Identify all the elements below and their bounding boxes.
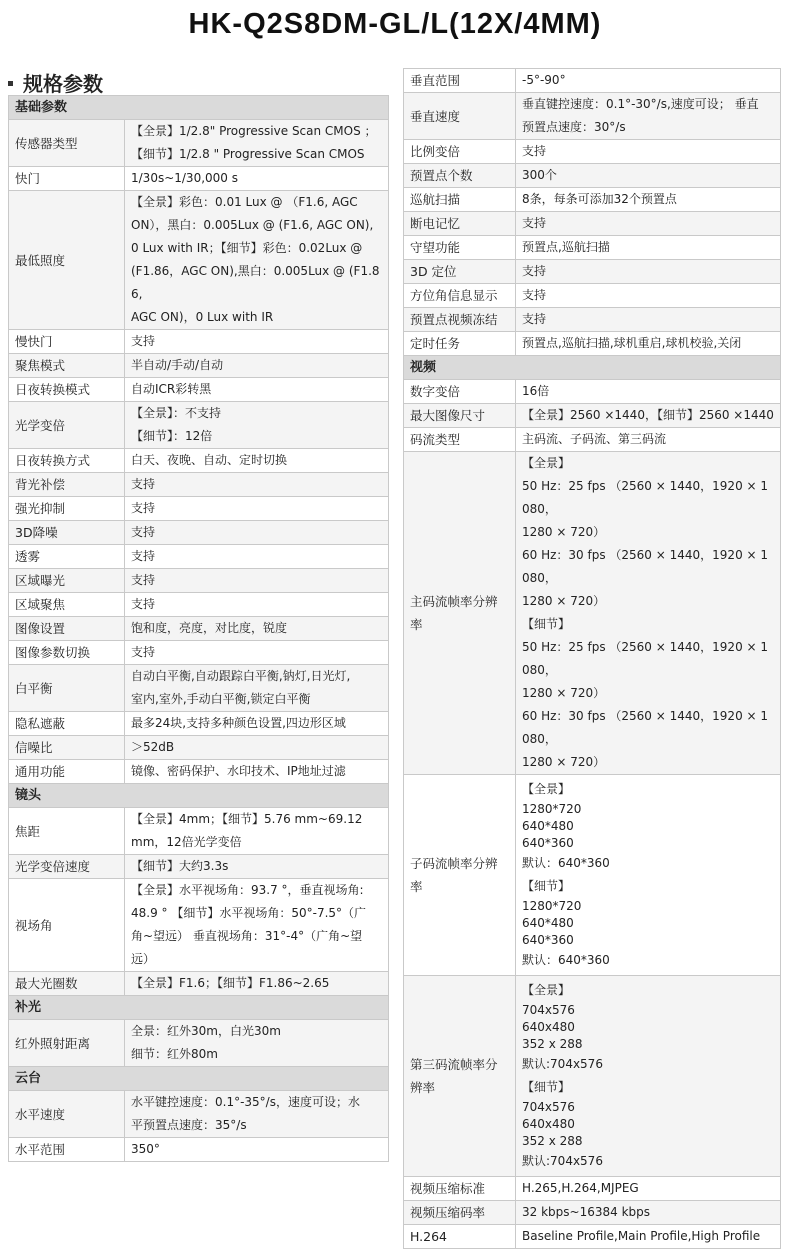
spec-value-line: 支持 <box>131 501 156 515</box>
spec-label: 定时任务 <box>404 332 516 356</box>
category-header <box>9 96 389 120</box>
spec-value-line: 支持 <box>131 645 156 659</box>
spec-value-line: 1280*720 <box>522 802 582 816</box>
spec-row <box>404 140 781 164</box>
spec-value-line: 【全景】彩色：0.01 Lux @ （F1.6, AGC <box>131 195 358 209</box>
spec-value-line: 640*360 <box>522 933 574 947</box>
spec-value <box>125 879 389 972</box>
spec-value <box>125 330 389 354</box>
spec-value <box>125 1138 389 1162</box>
spec-row <box>9 402 389 449</box>
category-header <box>9 996 389 1020</box>
spec-row <box>9 641 389 665</box>
spec-label: 预置点视频冻结 <box>404 308 516 332</box>
spec-value-line: 300个 <box>522 168 557 182</box>
spec-label: 数字变倍 <box>404 380 516 404</box>
spec-label: 日夜转换模式 <box>9 378 125 402</box>
spec-value-line: 【全景】：不支持 <box>131 406 222 420</box>
spec-label: 信噪比 <box>9 736 125 760</box>
spec-value-line: 【全景】1/2.8" Progressive Scan CMOS ； <box>131 124 377 138</box>
spec-value-line: 640x480 <box>522 1020 575 1034</box>
spec-value-line: 640*480 <box>522 819 574 833</box>
spec-row <box>9 712 389 736</box>
spec-value <box>125 497 389 521</box>
spec-value <box>125 473 389 497</box>
spec-row <box>9 569 389 593</box>
spec-row <box>9 855 389 879</box>
spec-label: 垂直速度 <box>404 93 516 140</box>
spec-label: 比例变倍 <box>404 140 516 164</box>
category-label: 视频 <box>404 356 781 380</box>
spec-row <box>9 473 389 497</box>
spec-value <box>125 1091 389 1138</box>
bullet-icon <box>8 81 13 86</box>
spec-row <box>404 1177 781 1201</box>
spec-label: 白平衡 <box>9 665 125 712</box>
section-heading-label: 规格参数 <box>23 72 103 96</box>
spec-label: 光学变倍速度 <box>9 855 125 879</box>
spec-label: 水平速度 <box>9 1091 125 1138</box>
spec-label: 最低照度 <box>9 191 125 330</box>
spec-label: 巡航扫描 <box>404 188 516 212</box>
spec-value-line: ＞52dB <box>131 740 175 754</box>
spec-value <box>125 354 389 378</box>
spec-value <box>125 521 389 545</box>
spec-value <box>125 449 389 473</box>
spec-value-line: 垂直键控速度：0.1°-30°/s,速度可设； 垂直 <box>522 97 759 111</box>
spec-label: 主码流帧率分辨率 <box>404 452 516 775</box>
spec-value <box>516 308 781 332</box>
spec-value <box>516 140 781 164</box>
spec-value-line: 预置点,巡航扫描 <box>522 240 610 254</box>
spec-value <box>516 69 781 93</box>
spec-value <box>125 569 389 593</box>
spec-row <box>404 452 781 775</box>
spec-label: 光学变倍 <box>9 402 125 449</box>
spec-value-line: 640x480 <box>522 1117 575 1131</box>
spec-value-line: 640*360 <box>522 836 574 850</box>
spec-row <box>404 212 781 236</box>
spec-value <box>125 545 389 569</box>
spec-value-line: 预置点速度：30°/s <box>522 120 626 134</box>
spec-row <box>404 1201 781 1225</box>
spec-label: H.264 <box>404 1225 516 1249</box>
spec-value <box>125 1020 389 1067</box>
spec-row <box>404 69 781 93</box>
spec-value-line: 默认:704x576 <box>522 1154 603 1168</box>
spec-value-line: 【细节】：12倍 <box>131 429 213 443</box>
spec-label: 码流类型 <box>404 428 516 452</box>
spec-value <box>516 93 781 140</box>
spec-label: 水平范围 <box>9 1138 125 1162</box>
spec-label: 视频压缩码率 <box>404 1201 516 1225</box>
spec-value <box>125 593 389 617</box>
spec-value <box>125 665 389 712</box>
spec-value-line: 【全景】 <box>522 782 571 796</box>
spec-label: 3D 定位 <box>404 260 516 284</box>
spec-row <box>404 284 781 308</box>
spec-row <box>404 976 781 1177</box>
spec-value-line: 1280 × 720） <box>522 755 606 769</box>
spec-label: 图像参数切换 <box>9 641 125 665</box>
spec-label: 第三码流帧率分辨率 <box>404 976 516 1177</box>
spec-value-line: 支持 <box>522 288 547 302</box>
spec-row <box>9 760 389 784</box>
category-header <box>9 784 389 808</box>
spec-value-line: 支持 <box>522 264 547 278</box>
spec-row <box>9 191 389 330</box>
spec-label: 最大光圈数 <box>9 972 125 996</box>
spec-value-line: 【细节】大约3.3s <box>131 859 229 873</box>
spec-row <box>9 1138 389 1162</box>
spec-value <box>516 1225 781 1249</box>
spec-value <box>125 808 389 855</box>
spec-value-line: -5°-90° <box>522 73 566 87</box>
spec-row <box>9 972 389 996</box>
spec-value-line: 1280 × 720） <box>522 525 606 539</box>
spec-value-line: 8条，每条可添加32个预置点 <box>522 192 677 206</box>
spec-value-line: 【全景】2560 ×1440，【细节】2560 ×1440 <box>522 408 774 422</box>
spec-value-line: 室内,室外,手动白平衡,锁定白平衡 <box>131 692 311 706</box>
spec-value-line: 支持 <box>131 573 156 587</box>
spec-row <box>9 497 389 521</box>
spec-value-line: 【全景】F1.6；【细节】F1.86~2.65 <box>131 976 330 990</box>
spec-value-line: 支持 <box>522 312 547 326</box>
spec-value-line: 【细节】 <box>522 1080 571 1094</box>
spec-label: 守望功能 <box>404 236 516 260</box>
category-header <box>404 356 781 380</box>
category-header <box>9 1067 389 1091</box>
spec-value-line: 704x576 <box>522 1003 575 1017</box>
spec-value-line: 640*480 <box>522 916 574 930</box>
spec-value <box>125 120 389 167</box>
spec-value-line: AGC ON)，0 Lux with IR <box>131 310 274 324</box>
spec-value <box>516 332 781 356</box>
spec-value-line: 支持 <box>131 525 156 539</box>
spec-row <box>9 617 389 641</box>
spec-value <box>516 260 781 284</box>
spec-label: 红外照射距离 <box>9 1020 125 1067</box>
spec-value <box>516 404 781 428</box>
spec-value-line: 【细节】 <box>522 617 571 631</box>
spec-row <box>9 879 389 972</box>
spec-value-line: 支持 <box>131 549 156 563</box>
spec-value-line: 60 Hz：30 fps （2560 × 1440，1920 × 1080， <box>522 548 769 585</box>
spec-value-line: 1280 × 720） <box>522 686 606 700</box>
spec-label: 最大图像尺寸 <box>404 404 516 428</box>
section-heading <box>8 68 103 97</box>
spec-row <box>404 93 781 140</box>
spec-label: 方位角信息显示 <box>404 284 516 308</box>
spec-row <box>9 545 389 569</box>
category-label: 补光 <box>9 996 389 1020</box>
spec-value <box>516 1177 781 1201</box>
category-label: 镜头 <box>9 784 389 808</box>
spec-label: 区域聚焦 <box>9 593 125 617</box>
spec-value-line: 支持 <box>131 477 156 491</box>
spec-value-line: 全景：红外30m，白光30m <box>131 1024 281 1038</box>
spec-value-line: Baseline Profile,Main Profile,High Profile <box>522 1229 761 1243</box>
spec-row <box>404 332 781 356</box>
spec-label: 背光补偿 <box>9 473 125 497</box>
spec-value <box>516 428 781 452</box>
spec-value <box>125 855 389 879</box>
spec-row <box>9 593 389 617</box>
spec-label: 焦距 <box>9 808 125 855</box>
spec-value-line: 1280 × 720） <box>522 594 606 608</box>
spec-row <box>404 164 781 188</box>
spec-row <box>404 380 781 404</box>
spec-label: 视场角 <box>9 879 125 972</box>
spec-value-line: 角~望远） 垂直视场角：31°-4°（广角~望 <box>131 929 363 943</box>
spec-value-line: 1280*720 <box>522 899 582 913</box>
spec-value-line: 1/30s~1/30,000 s <box>131 171 238 185</box>
spec-value-line: 默认：640*360 <box>522 953 610 967</box>
spec-value <box>125 760 389 784</box>
spec-row <box>9 808 389 855</box>
spec-value-line: H.265,H.264,MJPEG <box>522 1181 639 1195</box>
spec-value-line: 60 Hz：30 fps （2560 × 1440，1920 × 1080， <box>522 709 769 746</box>
spec-value <box>516 976 781 1177</box>
spec-label: 透雾 <box>9 545 125 569</box>
spec-value-line: 白天、夜晚、自动、定时切换 <box>131 453 288 467</box>
spec-label: 隐私遮蔽 <box>9 712 125 736</box>
spec-value-line: 自动ICR彩转黑 <box>131 382 212 396</box>
category-label: 基础参数 <box>9 96 389 120</box>
spec-value-line: 704x576 <box>522 1100 575 1114</box>
spec-label: 预置点个数 <box>404 164 516 188</box>
spec-value-line: 饱和度，亮度，对比度，锐度 <box>131 621 288 635</box>
spec-value <box>516 380 781 404</box>
spec-value-line: 【细节】1/2.8 " Progressive Scan CMOS <box>131 147 365 161</box>
spec-value-line: 预置点,巡航扫描,球机重启,球机校验,关闭 <box>522 336 742 350</box>
spec-value <box>125 191 389 330</box>
spec-value <box>125 617 389 641</box>
spec-value-line: 【全景】水平视场角：93.7 °，垂直视场角: <box>131 883 364 897</box>
spec-value-line: 默认:704x576 <box>522 1057 603 1071</box>
spec-label: 传感器类型 <box>9 120 125 167</box>
spec-value <box>125 972 389 996</box>
spec-value-line: 350° <box>131 1142 160 1156</box>
spec-label: 断电记忆 <box>404 212 516 236</box>
spec-value <box>516 452 781 775</box>
spec-value-line: 水平键控速度：0.1°-35°/s，速度可设；水 <box>131 1095 360 1109</box>
spec-value <box>125 402 389 449</box>
spec-label: 图像设置 <box>9 617 125 641</box>
spec-value-line: 50 Hz：25 fps （2560 × 1440，1920 × 1080， <box>522 479 769 516</box>
spec-value-line: (F1.86，AGC ON),黑白：0.005Lux @ (F1.86, <box>131 264 380 301</box>
spec-value <box>516 775 781 976</box>
spec-value-line: mm，12倍光学变倍 <box>131 835 242 849</box>
spec-value-line: ON），黑白：0.005Lux @ (F1.6, AGC ON), <box>131 218 374 232</box>
spec-value-line: 16倍 <box>522 384 550 398</box>
spec-value-line: 0 Lux with IR；【细节】彩色：0.02Lux @ <box>131 241 363 255</box>
spec-row <box>9 354 389 378</box>
spec-value-line: 48.9 ° 【细节】水平视场角：50°-7.5°（广 <box>131 906 367 920</box>
spec-value-line: 默认：640*360 <box>522 856 610 870</box>
spec-value-line: 半自动/手动/自动 <box>131 358 224 372</box>
page-title: HK-Q2S8DM-GL/L(12X/4MM) <box>188 8 602 40</box>
spec-value-line: 最多24块,支持多种颜色设置,四边形区域 <box>131 716 346 730</box>
spec-row <box>9 1091 389 1138</box>
spec-value <box>125 641 389 665</box>
spec-row <box>404 775 781 976</box>
spec-value <box>125 167 389 191</box>
spec-label: 子码流帧率分辨率 <box>404 775 516 976</box>
spec-value-line: 352 x 288 <box>522 1037 583 1051</box>
spec-value <box>516 164 781 188</box>
right-spec-table <box>403 68 781 1249</box>
spec-row <box>404 236 781 260</box>
spec-row <box>9 1020 389 1067</box>
spec-value <box>516 188 781 212</box>
left-spec-table <box>8 95 389 1162</box>
spec-row <box>404 188 781 212</box>
spec-value-line: 支持 <box>131 334 156 348</box>
spec-label: 区域曝光 <box>9 569 125 593</box>
spec-row <box>404 1225 781 1249</box>
spec-label: 通用功能 <box>9 760 125 784</box>
spec-value-line: 主码流、子码流、第三码流 <box>522 432 667 446</box>
spec-value-line: 平预置点速度：35°/s <box>131 1118 247 1132</box>
spec-row <box>9 449 389 473</box>
spec-label: 视频压缩标准 <box>404 1177 516 1201</box>
spec-row <box>9 736 389 760</box>
spec-value-line: 自动白平衡,自动跟踪白平衡,钠灯,日光灯, <box>131 669 351 683</box>
spec-row <box>9 330 389 354</box>
spec-row <box>404 404 781 428</box>
spec-value-line: 32 kbps~16384 kbps <box>522 1205 650 1219</box>
spec-row <box>9 167 389 191</box>
spec-row <box>9 521 389 545</box>
spec-value <box>516 236 781 260</box>
spec-value-line: 细节：红外80m <box>131 1047 218 1061</box>
spec-value-line: 远） <box>131 952 156 966</box>
spec-label: 日夜转换方式 <box>9 449 125 473</box>
spec-row <box>9 665 389 712</box>
spec-value <box>125 378 389 402</box>
spec-value <box>125 712 389 736</box>
spec-value-line: 【全景】4mm；【细节】5.76 mm~69.12 <box>131 812 363 826</box>
spec-value-line: 支持 <box>522 216 547 230</box>
spec-value-line: 支持 <box>522 144 547 158</box>
spec-label: 垂直范围 <box>404 69 516 93</box>
spec-row <box>404 260 781 284</box>
spec-value-line: 【细节】 <box>522 879 571 893</box>
spec-value <box>516 284 781 308</box>
spec-label: 快门 <box>9 167 125 191</box>
spec-row <box>9 378 389 402</box>
spec-value-line: 50 Hz：25 fps （2560 × 1440，1920 × 1080， <box>522 640 769 677</box>
spec-label: 3D降噪 <box>9 521 125 545</box>
category-label: 云台 <box>9 1067 389 1091</box>
spec-value-line: 支持 <box>131 597 156 611</box>
spec-row <box>404 428 781 452</box>
spec-value-line: 【全景】 <box>522 456 571 470</box>
spec-value-line: 镜像、密码保护、水印技术、IP地址过滤 <box>131 764 346 778</box>
spec-row <box>9 120 389 167</box>
spec-label: 强光抑制 <box>9 497 125 521</box>
spec-row <box>404 308 781 332</box>
spec-value <box>516 1201 781 1225</box>
spec-value <box>516 212 781 236</box>
spec-value <box>125 736 389 760</box>
spec-value-line: 【全景】 <box>522 983 571 997</box>
spec-value-line: 352 x 288 <box>522 1134 583 1148</box>
spec-label: 慢快门 <box>9 330 125 354</box>
spec-label: 聚焦模式 <box>9 354 125 378</box>
